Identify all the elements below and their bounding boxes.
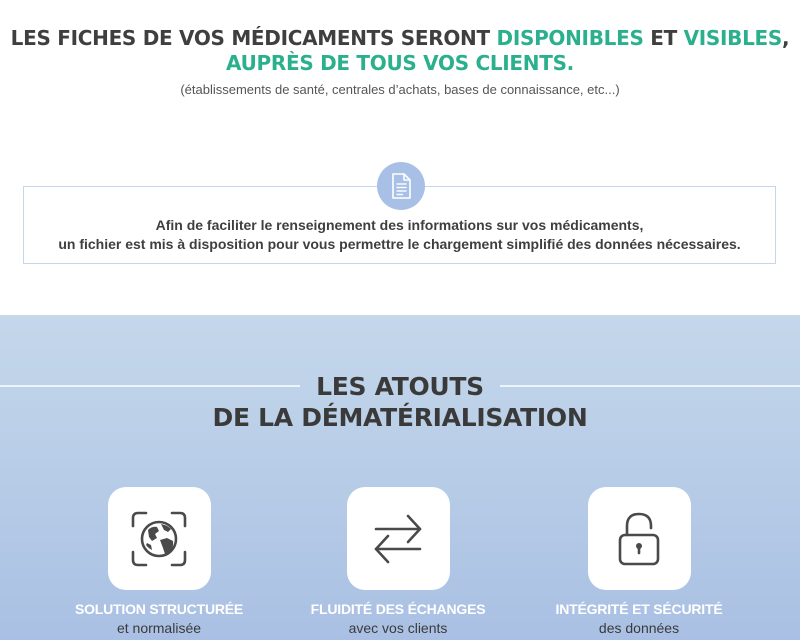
info-box-text bbox=[24, 216, 775, 254]
feature-tile bbox=[108, 487, 211, 590]
advantages-title-line-2: DE LA DÉMATÉRIALISATION bbox=[212, 403, 588, 432]
feature-subtitle: avec vos clients bbox=[348, 620, 448, 636]
headline-note: (établissements de santé, centrales d’achats, bases de connaissance, etc...) bbox=[180, 82, 620, 97]
feature-title: INTÉGRITÉ ET SÉCURITÉ bbox=[555, 601, 723, 617]
document-badge bbox=[377, 162, 425, 210]
exchange-arrows-icon bbox=[372, 511, 424, 567]
intro-section bbox=[0, 0, 800, 315]
feature-subtitle: et normalisée bbox=[116, 620, 202, 636]
feature-fluidity bbox=[278, 487, 518, 636]
headline-accent-disponibles: DISPONIBLES bbox=[496, 26, 644, 50]
feature-tile bbox=[588, 487, 691, 590]
headline-text: LES FICHES DE VOS MÉDICAMENTS SERONT bbox=[10, 26, 497, 50]
feature-title: SOLUTION STRUCTURÉE bbox=[74, 601, 244, 617]
headline-accent-visibles: VISIBLES bbox=[683, 26, 783, 50]
info-line-1: Afin de faciliter le renseignement des informations sur vos médicaments, bbox=[155, 217, 644, 233]
globe-scan-icon bbox=[130, 510, 188, 568]
headline-et: ET bbox=[643, 26, 684, 50]
advantages-section bbox=[0, 315, 800, 640]
headline-accent-clients: AUPRÈS DE TOUS VOS CLIENTS. bbox=[226, 51, 574, 75]
feature-structured bbox=[39, 487, 279, 636]
padlock-icon bbox=[617, 511, 661, 567]
headline-comma: , bbox=[782, 26, 790, 50]
document-icon bbox=[390, 173, 412, 199]
info-line-2: un fichier est mis à disposition pour vous permettre le chargement simplifié des données nécessaires. bbox=[58, 236, 741, 252]
feature-title: FLUIDITÉ DES ÉCHANGES bbox=[310, 601, 486, 617]
feature-subtitle: des données bbox=[598, 620, 680, 636]
feature-security bbox=[519, 487, 759, 636]
advantages-title bbox=[0, 371, 800, 433]
advantages-title-line-1: LES ATOUTS bbox=[316, 372, 484, 401]
feature-tile bbox=[347, 487, 450, 590]
headline bbox=[0, 26, 800, 76]
